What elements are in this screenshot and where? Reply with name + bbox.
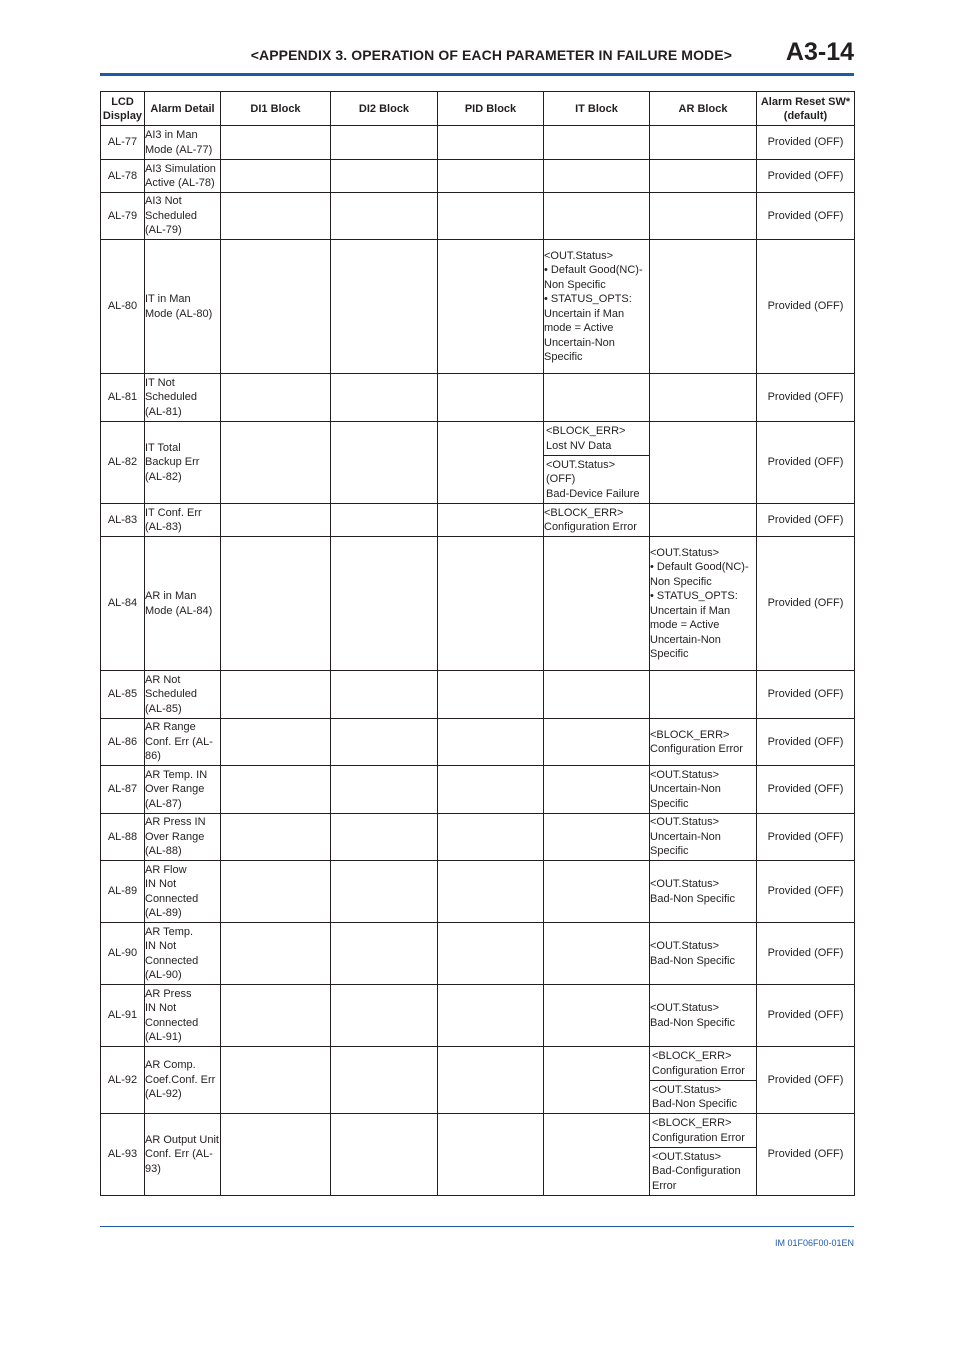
table-row (101, 671, 855, 719)
di2-block-cell (331, 537, 438, 671)
alarm-reset-cell: Provided (OFF) (757, 861, 855, 923)
pid-block-cell (438, 814, 544, 861)
it-block-entry: <OUT.Status> (OFF) Bad-Device Failure (544, 455, 649, 503)
pid-block-cell (438, 766, 544, 814)
alarm-detail-cell: AR Comp. Coef.Conf. Err (AL-92) (145, 1047, 221, 1114)
alarm-reset-cell: Provided (OFF) (757, 719, 855, 766)
ar-block-cell: <BLOCK_ERR> Configuration Error (650, 719, 757, 766)
alarm-detail-cell: AR Flow IN Not Connected (AL-89) (145, 861, 221, 923)
pid-block-cell (438, 504, 544, 537)
column-header-pid: PID Block (438, 92, 544, 126)
lcd-display-cell: AL-82 (101, 422, 145, 504)
di1-block-cell (221, 193, 331, 240)
alarm-detail-cell: IT Conf. Err (AL-83) (145, 504, 221, 537)
di2-block-cell (331, 671, 438, 719)
table-row (101, 861, 855, 923)
di1-block-cell (221, 1047, 331, 1114)
ar-block-cell (650, 504, 757, 537)
footer-divider (100, 1226, 854, 1227)
di2-block-cell (331, 814, 438, 861)
it-block-cell (544, 1114, 650, 1196)
ar-block-cell: <OUT.Status> Bad-Non Specific (650, 861, 757, 923)
di2-block-cell (331, 1047, 438, 1114)
pid-block-cell (438, 671, 544, 719)
ar-block-cell (650, 1047, 757, 1114)
di2-block-cell (331, 1114, 438, 1196)
ar-block-cell: <OUT.Status> Bad-Non Specific (650, 985, 757, 1047)
alarm-detail-cell: IT Total Backup Err (AL-82) (145, 422, 221, 504)
di1-block-cell (221, 861, 331, 923)
lcd-display-cell: AL-83 (101, 504, 145, 537)
alarm-detail-cell: AR Output Unit Conf. Err (AL-93) (145, 1114, 221, 1196)
ar-block-cell: <OUT.Status> Uncertain-Non Specific (650, 766, 757, 814)
pid-block-cell (438, 861, 544, 923)
it-block-cell (544, 766, 650, 814)
it-block-cell (544, 923, 650, 985)
column-header-di2: DI2 Block (331, 92, 438, 126)
alarm-reset-cell: Provided (OFF) (757, 923, 855, 985)
di1-block-cell (221, 240, 331, 374)
ar-block-cell (650, 126, 757, 160)
lcd-display-cell: AL-86 (101, 719, 145, 766)
di2-block-cell (331, 160, 438, 193)
ar-block-entry: <BLOCK_ERR> Configuration Error (652, 1117, 745, 1144)
di1-block-cell (221, 422, 331, 504)
it-block-cell (544, 671, 650, 719)
ar-block-cell (650, 193, 757, 240)
di2-block-cell (331, 374, 438, 422)
alarm-detail-cell: AR in Man Mode (AL-84) (145, 537, 221, 671)
alarm-detail-cell: AI3 Simulation Active (AL-78) (145, 160, 221, 193)
table-body (101, 126, 855, 1196)
alarm-reset-cell: Provided (OFF) (757, 193, 855, 240)
it-block-cell (544, 985, 650, 1047)
alarm-detail-cell: AR Not Scheduled (AL-85) (145, 671, 221, 719)
pid-block-cell (438, 193, 544, 240)
alarm-reset-cell: Provided (OFF) (757, 504, 855, 537)
page-number: A3-14 (785, 38, 854, 66)
lcd-display-cell: AL-87 (101, 766, 145, 814)
alarm-detail-cell: AR Temp. IN Not Connected (AL-90) (145, 923, 221, 985)
pid-block-cell (438, 1047, 544, 1114)
di1-block-cell (221, 671, 331, 719)
table-row (101, 374, 855, 422)
ar-block-cell: <OUT.Status> • Default Good(NC)-Non Specific • STATUS_OPTS: Uncertain if Man mode = Active Uncertain-Non Specific (650, 537, 757, 671)
ar-block-cell (650, 422, 757, 504)
it-block-cell (544, 193, 650, 240)
lcd-display-cell: AL-93 (101, 1114, 145, 1196)
table-row (101, 1114, 855, 1196)
alarm-reset-cell: Provided (OFF) (757, 814, 855, 861)
table-row (101, 923, 855, 985)
it-block-cell (544, 814, 650, 861)
it-block-cell (544, 537, 650, 671)
table-row (101, 504, 855, 537)
table-row (101, 719, 855, 766)
di2-block-cell (331, 766, 438, 814)
di2-block-cell (331, 126, 438, 160)
it-block-cell (544, 719, 650, 766)
pid-block-cell (438, 537, 544, 671)
failure-mode-table (100, 91, 855, 1196)
pid-block-cell (438, 923, 544, 985)
ar-block-entry: <BLOCK_ERR> Configuration Error (652, 1050, 745, 1077)
pid-block-cell (438, 160, 544, 193)
di1-block-cell (221, 1114, 331, 1196)
table-row (101, 126, 855, 160)
alarm-reset-cell: Provided (OFF) (757, 766, 855, 814)
table-row (101, 985, 855, 1047)
di2-block-cell (331, 923, 438, 985)
di1-block-cell (221, 504, 331, 537)
it-block-cell: <BLOCK_ERR> Configuration Error (544, 504, 650, 537)
it-block-cell (544, 1047, 650, 1114)
di1-block-cell (221, 537, 331, 671)
table-row (101, 240, 855, 374)
column-header-ar: AR Block (650, 92, 757, 126)
di2-block-cell (331, 240, 438, 374)
ar-block-cell (650, 160, 757, 193)
table-row (101, 160, 855, 193)
di1-block-cell (221, 766, 331, 814)
alarm-detail-cell: AI3 Not Scheduled (AL-79) (145, 193, 221, 240)
di1-block-cell (221, 985, 331, 1047)
pid-block-cell (438, 374, 544, 422)
pid-block-cell (438, 1114, 544, 1196)
table-row (101, 537, 855, 671)
lcd-display-cell: AL-85 (101, 671, 145, 719)
di1-block-cell (221, 160, 331, 193)
ar-block-entry: <OUT.Status> Bad-Non Specific (650, 1080, 756, 1113)
alarm-detail-cell: AI3 in Man Mode (AL-77) (145, 126, 221, 160)
it-block-cell (544, 160, 650, 193)
di1-block-cell (221, 719, 331, 766)
column-header-lcd: LCD Display (101, 92, 145, 126)
lcd-display-cell: AL-84 (101, 537, 145, 671)
section-title: <APPENDIX 3. OPERATION OF EACH PARAMETER IN FAILURE MODE> (250, 47, 732, 63)
alarm-detail-cell: AR Press IN Over Range (AL-88) (145, 814, 221, 861)
table-row (101, 814, 855, 861)
ar-block-cell (650, 240, 757, 374)
alarm-reset-cell: Provided (OFF) (757, 240, 855, 374)
alarm-reset-cell: Provided (OFF) (757, 422, 855, 504)
it-block-entry: <BLOCK_ERR> Lost NV Data (546, 425, 626, 452)
ar-block-cell (650, 374, 757, 422)
ar-block-cell (650, 1114, 757, 1196)
di2-block-cell (331, 193, 438, 240)
lcd-display-cell: AL-78 (101, 160, 145, 193)
di2-block-cell (331, 719, 438, 766)
di2-block-cell (331, 861, 438, 923)
header-divider (100, 73, 854, 76)
alarm-reset-cell: Provided (OFF) (757, 537, 855, 671)
ar-block-cell: <OUT.Status> Uncertain-Non Specific (650, 814, 757, 861)
alarm-detail-cell: AR Range Conf. Err (AL-86) (145, 719, 221, 766)
ar-block-cell: <OUT.Status> Bad-Non Specific (650, 923, 757, 985)
lcd-display-cell: AL-90 (101, 923, 145, 985)
table-row (101, 193, 855, 240)
lcd-display-cell: AL-80 (101, 240, 145, 374)
it-block-cell (544, 861, 650, 923)
di1-block-cell (221, 374, 331, 422)
lcd-display-cell: AL-89 (101, 861, 145, 923)
di2-block-cell (331, 504, 438, 537)
table-row (101, 1047, 855, 1114)
pid-block-cell (438, 422, 544, 504)
table-header-row (101, 92, 855, 126)
it-block-cell (544, 422, 650, 504)
it-block-cell (544, 374, 650, 422)
alarm-reset-cell: Provided (OFF) (757, 1047, 855, 1114)
di2-block-cell (331, 422, 438, 504)
lcd-display-cell: AL-91 (101, 985, 145, 1047)
alarm-reset-cell: Provided (OFF) (757, 374, 855, 422)
pid-block-cell (438, 719, 544, 766)
table-row (101, 766, 855, 814)
ar-block-cell (650, 671, 757, 719)
column-header-alarm-detail: Alarm Detail (145, 92, 221, 126)
di2-block-cell (331, 985, 438, 1047)
lcd-display-cell: AL-92 (101, 1047, 145, 1114)
alarm-reset-cell: Provided (OFF) (757, 985, 855, 1047)
di1-block-cell (221, 126, 331, 160)
di1-block-cell (221, 814, 331, 861)
alarm-reset-cell: Provided (OFF) (757, 160, 855, 193)
column-header-alarm-reset: Alarm Reset SW* (default) (757, 92, 855, 126)
alarm-detail-cell: AR Temp. IN Over Range (AL-87) (145, 766, 221, 814)
lcd-display-cell: AL-88 (101, 814, 145, 861)
alarm-detail-cell: IT in Man Mode (AL-80) (145, 240, 221, 374)
alarm-reset-cell: Provided (OFF) (757, 126, 855, 160)
pid-block-cell (438, 240, 544, 374)
alarm-reset-cell: Provided (OFF) (757, 671, 855, 719)
alarm-reset-cell: Provided (OFF) (757, 1114, 855, 1196)
table-row (101, 422, 855, 504)
lcd-display-cell: AL-79 (101, 193, 145, 240)
document-code: IM 01F06F00-01EN (774, 1238, 854, 1248)
lcd-display-cell: AL-77 (101, 126, 145, 160)
pid-block-cell (438, 126, 544, 160)
it-block-cell: <OUT.Status> • Default Good(NC)-Non Specific • STATUS_OPTS: Uncertain if Man mode = Active Uncertain-Non Specific (544, 240, 650, 374)
it-block-cell (544, 126, 650, 160)
column-header-it: IT Block (544, 92, 650, 126)
column-header-di1: DI1 Block (221, 92, 331, 126)
pid-block-cell (438, 985, 544, 1047)
lcd-display-cell: AL-81 (101, 374, 145, 422)
ar-block-entry: <OUT.Status> Bad-Configuration Error (650, 1147, 756, 1195)
alarm-detail-cell: AR Press IN Not Connected (AL-91) (145, 985, 221, 1047)
di1-block-cell (221, 923, 331, 985)
alarm-detail-cell: IT Not Scheduled (AL-81) (145, 374, 221, 422)
